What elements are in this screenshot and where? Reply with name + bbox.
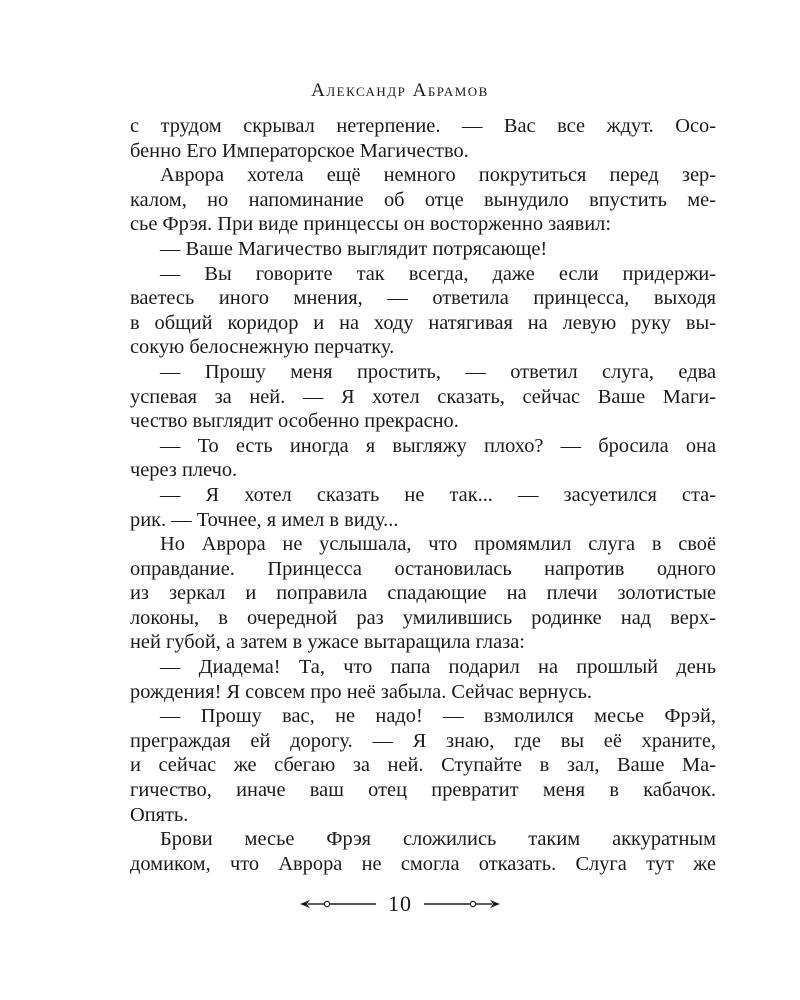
text-line: Аврора хотела ещё немного покрутиться перед зер- <box>160 164 716 187</box>
text-line: преграждая ей дорогу. — Я знаю, где вы её храните, <box>130 729 716 752</box>
text-line: — То есть иногда я выгляжу плохо? — бросила она <box>160 434 716 457</box>
body-text <box>130 114 716 876</box>
left-arrow-ornament-icon <box>298 896 378 912</box>
text-line: калом, но напоминание об отце вынудило впустить ме- <box>130 188 716 211</box>
text-line: Брови месье Фрэя сложились таким аккуратным <box>160 828 716 851</box>
text-line: и сейчас же сбегаю за ней. Ступайте в зал, Ваше Ма- <box>130 754 716 777</box>
text-line: успевая за ней. — Я хотел сказать, сейчас Ваше Маги- <box>130 385 716 408</box>
text-line: Но Аврора не услышала, что промямлил слуга в своё <box>160 533 716 556</box>
text-line: через плечо. <box>130 459 238 482</box>
text-line: из зеркал и поправила спадающие на плечи золотистые <box>130 582 716 605</box>
text-line: — Прошу вас, не надо! — взмолился месье Фрэй, <box>160 705 716 728</box>
text-line: Опять. <box>130 803 189 826</box>
text-line: — Я хотел сказать не так... — засуетился ста- <box>160 483 716 506</box>
text-line: с трудом скрывал нетерпение. — Вас все ждут. Осо- <box>130 115 716 137</box>
text-line: — Прошу меня простить, — ответил слуга, едва <box>160 360 716 383</box>
text-line: локоны, в очередной раз умилившись родинке над верх- <box>130 606 716 629</box>
text-line: в общий коридор и на ходу натягивая на левую руку вы- <box>130 311 716 334</box>
text-line: сье Фрэя. При виде принцессы он восторженно заявил: <box>130 213 611 236</box>
text-line: рождения! Я совсем про неё забыла. Сейчас вернусь. <box>130 680 592 703</box>
text-line: — Вы говорите так всегда, даже если придержи- <box>160 262 716 285</box>
folio-group <box>298 891 502 917</box>
text-line: — Диадема! Та, что папа подарил на прошлый день <box>160 656 716 679</box>
text-line: бенно Его Императорское Магичество. <box>130 139 469 162</box>
text-line: — Ваше Магичество выглядит потрясающе! <box>160 237 548 260</box>
text-line: ваетесь иного мнения, — ответила принцесса, выходя <box>130 287 716 310</box>
text-line: чество выглядит особенно прекрасно. <box>130 410 459 433</box>
text-line: сокую белоснежную перчатку. <box>130 336 395 359</box>
page-footer <box>0 891 800 918</box>
text-line: оправдание. Принцесса остановилась напротив одного <box>130 557 716 580</box>
page-number: 10 <box>388 891 412 916</box>
text-line: рик. — Точнее, я имел в виду... <box>130 508 399 531</box>
text-line: ней губой, а затем в ужасе вытаращила глаза: <box>130 631 525 654</box>
text-line: домиком, что Аврора не смогла отказать. Слуга тут же <box>130 852 716 875</box>
running-header-author: Александр Абрамов <box>311 80 489 101</box>
right-arrow-ornament-icon <box>422 896 502 912</box>
text-line: гичество, иначе ваш отец превратит меня в кабачок. <box>130 779 716 802</box>
